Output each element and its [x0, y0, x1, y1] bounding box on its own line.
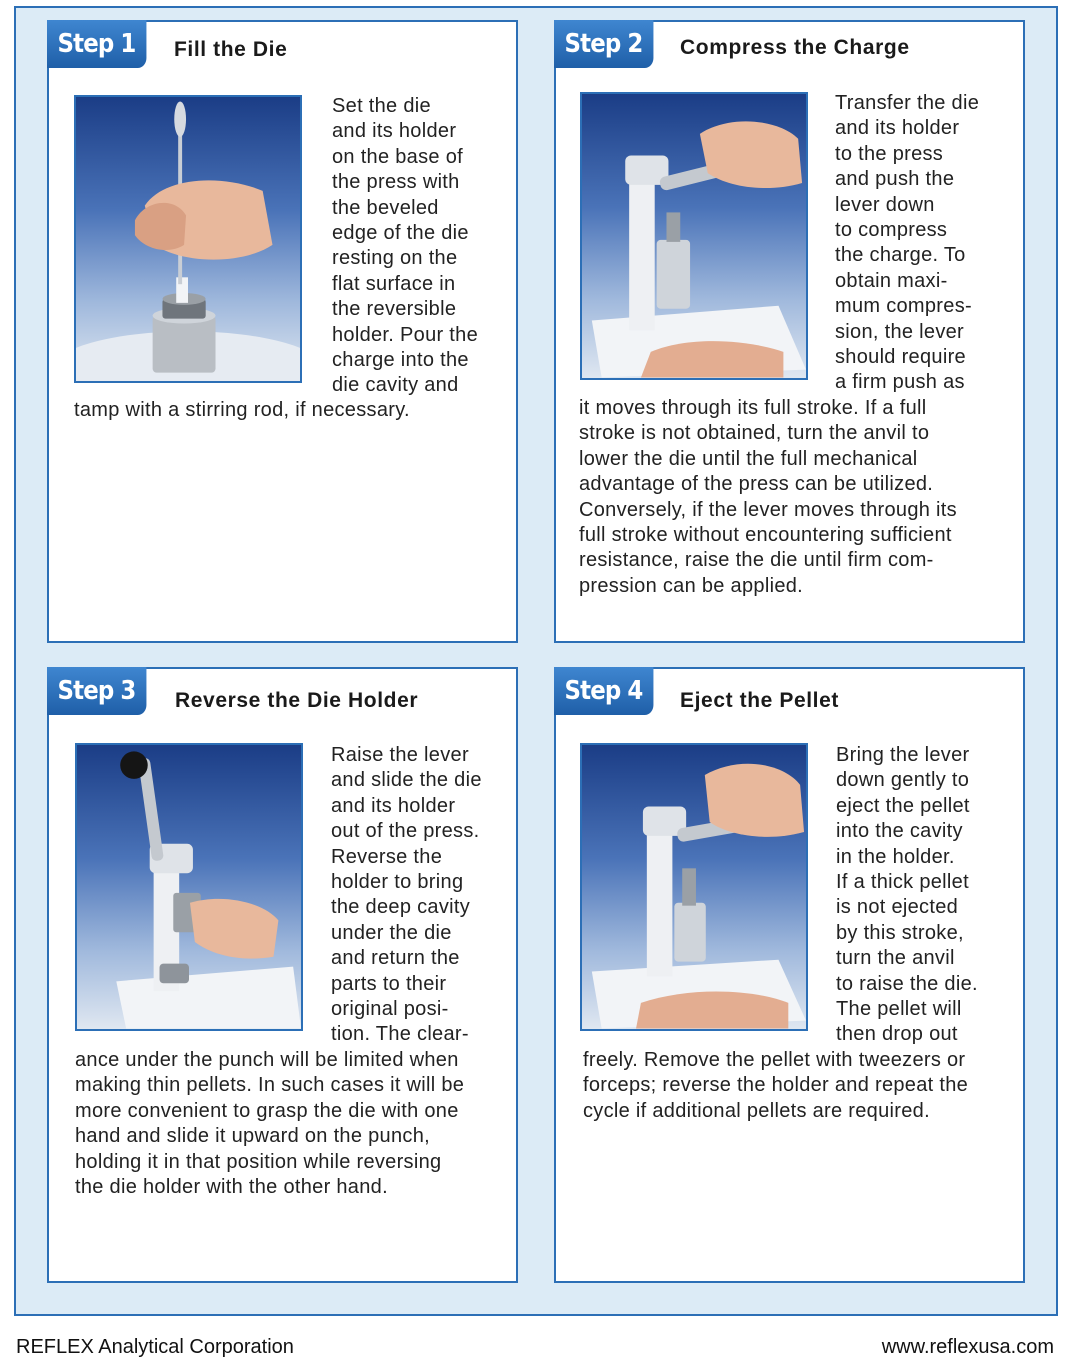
text-line: making thin pellets. In such cases it will be: [75, 1074, 465, 1097]
text-line: Set the die: [332, 95, 431, 117]
reverse-holder-illustration: [77, 745, 301, 1029]
step-2-title: Compress the Charge: [680, 36, 910, 59]
text-line: by this stroke,: [836, 921, 964, 944]
text-line: tion. The clear-: [331, 1023, 469, 1046]
step-4-text-wide: [583, 1048, 968, 1124]
text-line: The pellet will: [836, 998, 962, 1021]
text-line: should require: [835, 346, 966, 369]
text-line: resting on the: [332, 247, 458, 270]
text-line: holding it in that position while reversing: [75, 1150, 442, 1173]
text-line: Reverse the: [331, 845, 443, 868]
text-line: and its holder: [331, 794, 456, 817]
text-line: Bring the lever: [836, 744, 970, 766]
text-line: edge of the die: [332, 222, 469, 245]
step-3-text-wide: [75, 1048, 464, 1200]
text-line: the die holder with the other hand.: [75, 1176, 388, 1199]
text-line: holder to bring: [331, 871, 464, 894]
text-line: then drop out: [836, 1023, 958, 1046]
step-4-title: Eject the Pellet: [680, 689, 839, 712]
text-line: flat surface in: [332, 272, 456, 295]
text-line: the charge. To: [835, 244, 966, 267]
text-line: to compress: [835, 219, 948, 242]
text-line: advantage of the press can be utilized.: [579, 473, 934, 496]
text-line: is not ejected: [836, 896, 959, 919]
text-line: forceps; reverse the holder and repeat the: [583, 1074, 969, 1097]
text-line: freely. Remove the pellet with tweezers or: [583, 1049, 966, 1071]
footer-website[interactable]: www.reflexusa.com: [881, 1336, 1054, 1358]
step-2-badge: Step 2: [554, 20, 653, 68]
step-3-panel: [47, 667, 518, 1283]
text-line: and slide the die: [331, 769, 482, 792]
text-line: a firm push as: [835, 371, 965, 394]
text-line: the beveled: [332, 196, 439, 219]
text-line: die cavity and: [332, 374, 459, 397]
text-line: charge into the: [332, 349, 469, 372]
step-3-badge: Step 3: [47, 667, 146, 715]
text-line: under the die: [331, 921, 452, 944]
text-line: Raise the lever: [331, 744, 469, 766]
text-line: to the press: [835, 142, 944, 165]
step-4-text: [836, 743, 978, 1048]
step-1-panel: [47, 20, 518, 643]
text-line: mum compres-: [835, 295, 972, 318]
text-line: hand and slide it upward on the punch,: [75, 1125, 430, 1148]
text-line: resistance, raise the die until firm com-: [579, 549, 934, 572]
text-line: full stroke without encountering sufficient: [579, 524, 952, 547]
text-line: pression can be applied.: [579, 574, 804, 597]
text-line: on the base of: [332, 145, 463, 168]
text-line: lever down: [835, 193, 935, 216]
text-line: turn the anvil: [836, 947, 955, 970]
step-1-text: [332, 94, 478, 399]
step-3-text: [331, 743, 482, 1048]
text-line: original posi-: [331, 998, 449, 1021]
text-line: in the holder.: [836, 845, 955, 868]
text-line: parts to their: [331, 972, 447, 995]
step-2-text: [835, 91, 979, 396]
step-1-text-wide: [74, 398, 410, 423]
step-4-panel: [554, 667, 1025, 1283]
step-3-title: Reverse the Die Holder: [175, 689, 419, 712]
text-line: cycle if additional pellets are required.: [583, 1099, 930, 1122]
text-line: the reversible: [332, 298, 457, 321]
text-line: into the cavity: [836, 820, 963, 843]
step-4-badge: Step 4: [554, 667, 653, 715]
footer-company: REFLEX Analytical Corporation: [16, 1336, 294, 1358]
step-4-photo: [580, 743, 808, 1031]
text-line: more convenient to grasp the die with one: [75, 1099, 459, 1122]
text-line: Conversely, if the lever moves through its: [579, 498, 957, 521]
text-line: obtain maxi-: [835, 269, 948, 292]
text-line: the press with: [332, 171, 460, 194]
text-line: the deep cavity: [331, 896, 471, 919]
text-line: out of the press.: [331, 820, 480, 843]
text-line: and push the: [835, 168, 955, 191]
step-1-photo: [74, 95, 302, 383]
text-line: If a thick pellet: [836, 871, 969, 894]
step-3-photo: [75, 743, 303, 1031]
text-line: sion, the lever: [835, 320, 965, 343]
text-line: lower the die until the full mechanical: [579, 447, 918, 470]
text-line: and its holder: [332, 120, 457, 143]
text-line: holder. Pour the: [332, 323, 479, 346]
text-line: eject the pellet: [836, 794, 970, 817]
step-2-panel: [554, 20, 1025, 643]
text-line: ance under the punch will be limited when: [75, 1049, 459, 1071]
text-line: and its holder: [835, 117, 960, 140]
eject-pellet-illustration: [582, 745, 806, 1029]
step-1-badge: Step 1: [47, 20, 146, 68]
text-line: down gently to: [836, 769, 970, 792]
step-1-title: Fill the Die: [174, 38, 288, 61]
text-line: Transfer the die: [835, 92, 980, 114]
filling-die-illustration: [76, 97, 300, 381]
text-line: it moves through its full stroke. If a full: [579, 397, 927, 419]
text-line: tamp with a stirring rod, if necessary.: [74, 399, 410, 421]
step-2-text-wide: [579, 396, 957, 599]
press-compress-illustration: [582, 94, 806, 378]
step-2-photo: [580, 92, 808, 380]
text-line: and return the: [331, 947, 460, 970]
text-line: stroke is not obtained, turn the anvil to: [579, 422, 930, 445]
text-line: to raise the die.: [836, 972, 978, 995]
